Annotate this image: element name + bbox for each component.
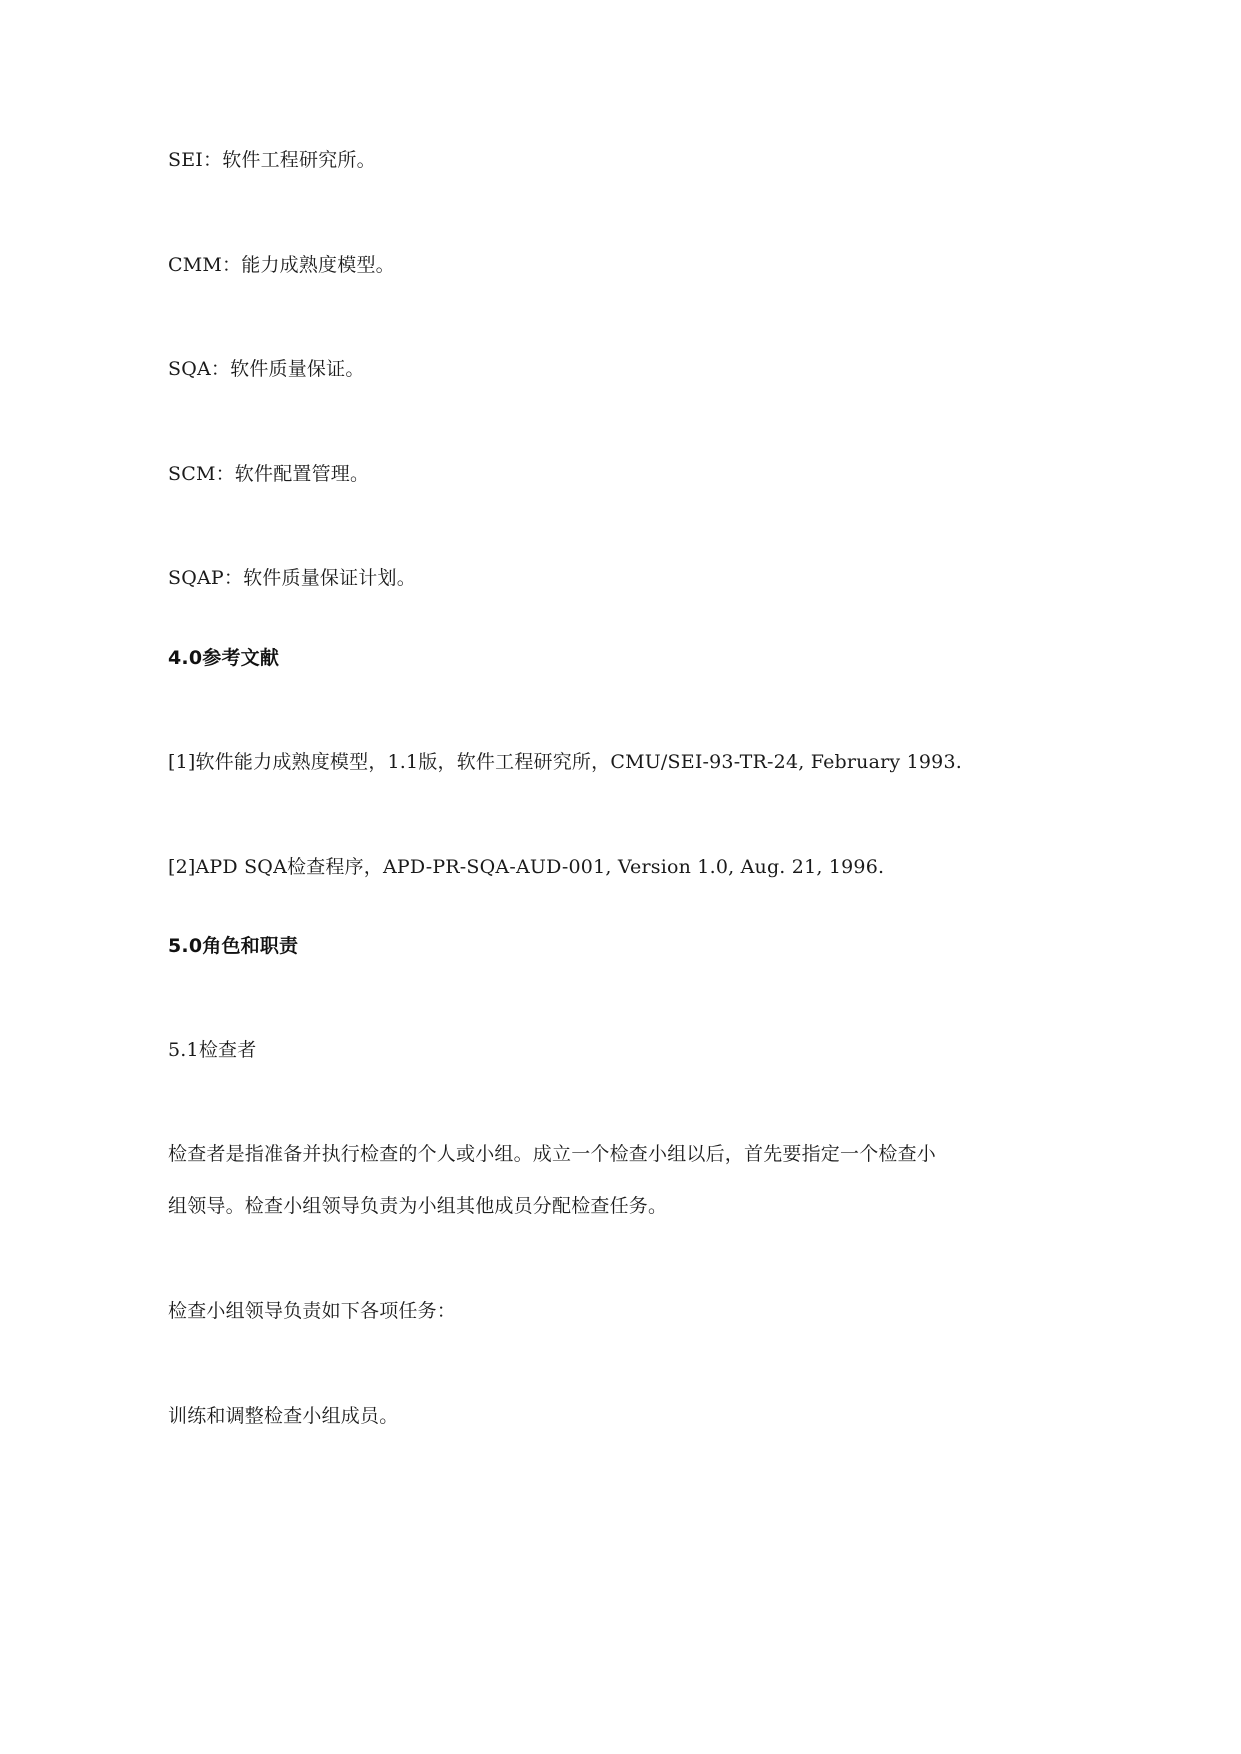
reference-2: [2]APD SQA检查程序，APD-PR-SQA-AUD-001, Version 1.0, Aug. 21, 1996.: [168, 856, 885, 878]
tasks-intro: 检查小组领导负责如下各项任务：: [168, 1300, 457, 1322]
abbrev-cmm: CMM：能力成熟度模型。: [168, 254, 395, 276]
subsection-5-1-heading: 5.1检查者: [168, 1039, 257, 1061]
abbrev-sqa: SQA：软件质量保证。: [168, 358, 365, 380]
paragraph-line-2: 组领导。检查小组领导负责为小组其他成员分配检查任务。: [168, 1195, 668, 1217]
abbrev-scm: SCM：软件配置管理。: [168, 463, 370, 485]
paragraph-line-1: 检查者是指准备并执行检查的个人或小组。成立一个检查小组以后，首先要指定一个检查小: [168, 1143, 937, 1165]
abbrev-sqap: SQAP：软件质量保证计划。: [168, 567, 416, 589]
task-item-1: 训练和调整检查小组成员。: [168, 1405, 399, 1427]
abbrev-sei: SEI：软件工程研究所。: [168, 149, 376, 171]
section-4-heading: 4.0参考文献: [168, 647, 280, 669]
reference-1: [1]软件能力成熟度模型，1.1版，软件工程研究所，CMU/SEI-93-TR-24, February 1993.: [168, 751, 962, 773]
section-5-heading: 5.0角色和职责: [168, 935, 299, 957]
